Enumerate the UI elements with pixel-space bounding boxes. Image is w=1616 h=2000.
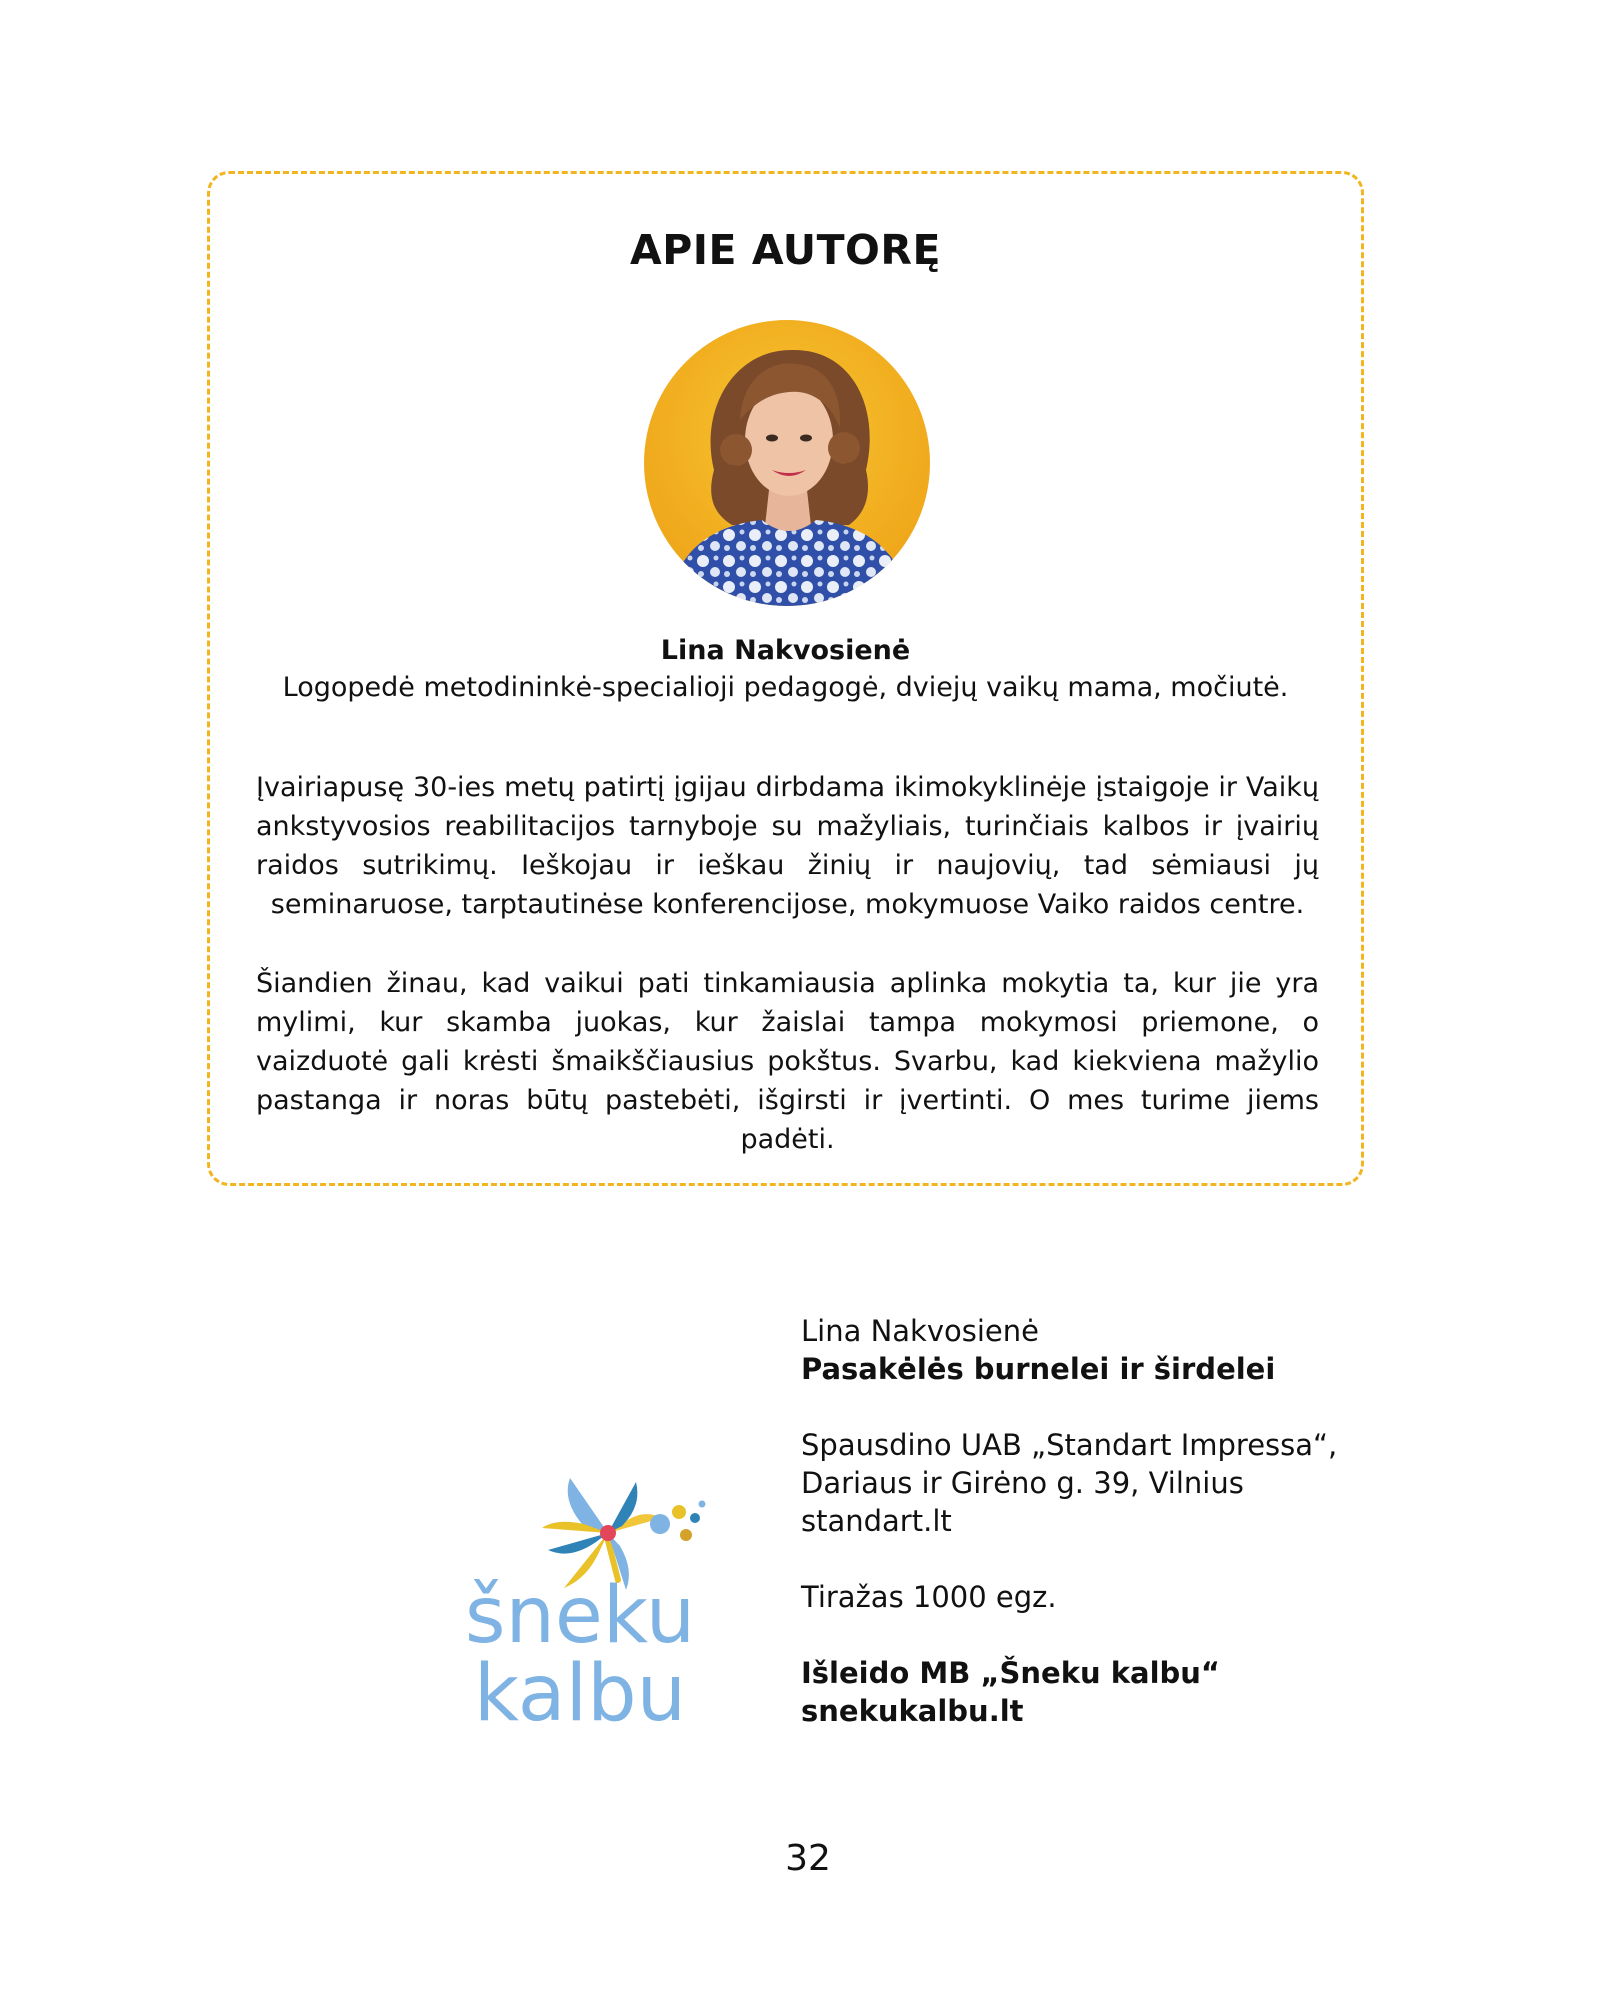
imprint-circulation: Tiražas 1000 egz. bbox=[801, 1580, 1057, 1614]
imprint-block bbox=[801, 1312, 1361, 1730]
page-number: 32 bbox=[785, 1838, 831, 1879]
about-author-box bbox=[207, 171, 1364, 1186]
imprint-printer: Spausdino UAB „Standart Impressa“, bbox=[801, 1428, 1338, 1462]
publisher-logo bbox=[430, 1420, 730, 1750]
imprint-author: Lina Nakvosienė bbox=[801, 1314, 1039, 1348]
author-name: Lina Nakvosienė bbox=[660, 635, 911, 666]
imprint-address: Dariaus ir Girėno g. 39, Vilnius bbox=[801, 1466, 1244, 1500]
imprint-printer-site: standart.lt bbox=[801, 1504, 952, 1538]
section-title: APIE AUTORĘ bbox=[630, 226, 941, 274]
bio-paragraph-2: Šiandien žinau, kad vaikui pati tinkamiausia aplinka mokytia ta, kur jie yra mylimi, kur skamba juokas, kur žaislai tampa mokymosi priemone, o vaizduotė gali krėsti šmaikščiausius pokštus. Svarbu, kad kiekviena mažylio pastanga ir noras būtų pastebėti, išgirsti ir įvertinti. O mes turime jiems padėti. bbox=[256, 968, 1319, 1155]
author-portrait bbox=[644, 320, 930, 606]
bio-paragraph-1: Įvairiapusę 30-ies metų patirtį įgijau dirbdama ikimokyklinėje įstaigoje ir Vaikų ankstyvosios reabilitacijos tarnyboje su mažyliais, turinčiais kalbos ir įvairių raidos sutrikimų. Ieškojau ir ieškau žinių ir naujovių, tad sėmiausi jų seminaruose, tarptautinėse konferencijose, mokymuose Vaiko raidos centre. bbox=[256, 772, 1319, 920]
imprint-publisher: Išleido MB „Šneku kalbu“ bbox=[801, 1656, 1220, 1690]
author-role: Logopedė metodininkė-specialioji pedagogė, dviejų vaikų mama, močiutė. bbox=[282, 672, 1289, 703]
imprint-book-title: Pasakėlės burnelei ir širdelei bbox=[801, 1352, 1276, 1386]
imprint-publisher-site: snekukalbu.lt bbox=[801, 1694, 1024, 1728]
logo-text-line1: šneku bbox=[464, 1571, 696, 1661]
logo-text-line2: kalbu bbox=[473, 1649, 687, 1739]
